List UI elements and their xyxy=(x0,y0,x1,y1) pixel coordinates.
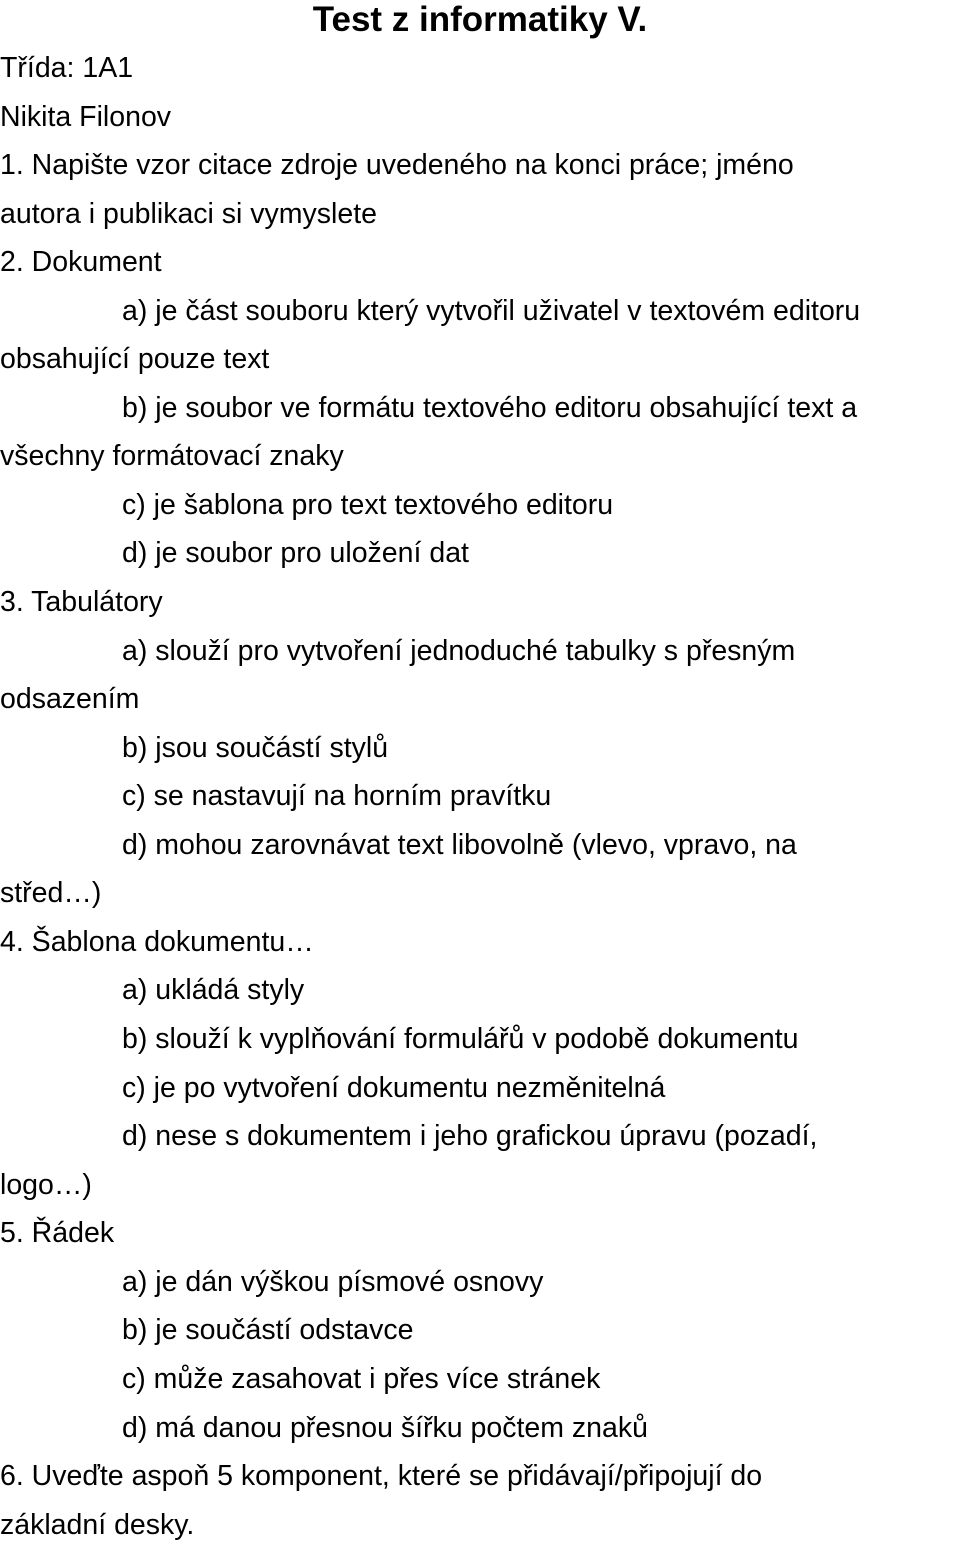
question-4-stem: 4. Šablona dokumentu… xyxy=(0,926,314,958)
question-5-option-b: b) je součástí odstavce xyxy=(122,1314,414,1346)
page-title: Test z informatiky V. xyxy=(312,0,648,39)
student-name: Nikita Filonov xyxy=(0,101,172,133)
question-6-stem-cont: základní desky. xyxy=(0,1509,195,1541)
question-2-option-d: d) je soubor pro uložení dat xyxy=(122,537,469,569)
question-3-option-d: d) mohou zarovnávat text libovolně (vlevo, vpravo, na xyxy=(122,829,797,861)
question-1-stem-cont: autora i publikaci si vymyslete xyxy=(0,198,377,230)
question-4-option-a: a) ukládá styly xyxy=(122,974,305,1006)
question-2-option-a: a) je část souboru který vytvořil uživatel v textovém editoru xyxy=(122,295,861,327)
question-3-option-a-cont: odsazením xyxy=(0,683,140,715)
question-3-option-d-cont: střed…) xyxy=(0,877,102,909)
question-5-option-a: a) je dán výškou písmové osnovy xyxy=(122,1266,544,1298)
question-2-option-b-cont: všechny formátovací znaky xyxy=(0,440,344,472)
question-2-option-a-cont: obsahující pouze text xyxy=(0,343,270,375)
class-line: Třída: 1A1 xyxy=(0,52,134,84)
question-5-stem: 5. Řádek xyxy=(0,1217,115,1249)
question-3-option-c: c) se nastavují na horním pravítku xyxy=(122,780,552,812)
question-4-option-d-cont: logo…) xyxy=(0,1169,92,1201)
question-1-stem: 1. Napište vzor citace zdroje uvedeného na konci práce; jméno xyxy=(0,149,794,181)
question-5-option-c: c) může zasahovat i přes více stránek xyxy=(122,1363,601,1395)
question-6-stem: 6. Uveďte aspoň 5 komponent, které se přidávají/připojují do xyxy=(0,1460,763,1492)
question-2-option-b: b) je soubor ve formátu textového editoru obsahující text a xyxy=(122,392,858,424)
question-2-option-c: c) je šablona pro text textového editoru xyxy=(122,489,614,521)
question-3-stem: 3. Tabulátory xyxy=(0,586,163,618)
question-4-option-b: b) slouží k vyplňování formulářů v podobě dokumentu xyxy=(122,1023,799,1055)
question-2-stem: 2. Dokument xyxy=(0,246,162,278)
question-5-option-d: d) má danou přesnou šířku počtem znaků xyxy=(122,1412,648,1444)
question-3-option-a: a) slouží pro vytvoření jednoduché tabulky s přesným xyxy=(122,635,796,667)
question-3-option-b: b) jsou součástí stylů xyxy=(122,732,389,764)
question-4-option-c: c) je po vytvoření dokumentu nezměnitelná xyxy=(122,1072,666,1104)
question-4-option-d: d) nese s dokumentem i jeho grafickou úpravu (pozadí, xyxy=(122,1120,818,1152)
